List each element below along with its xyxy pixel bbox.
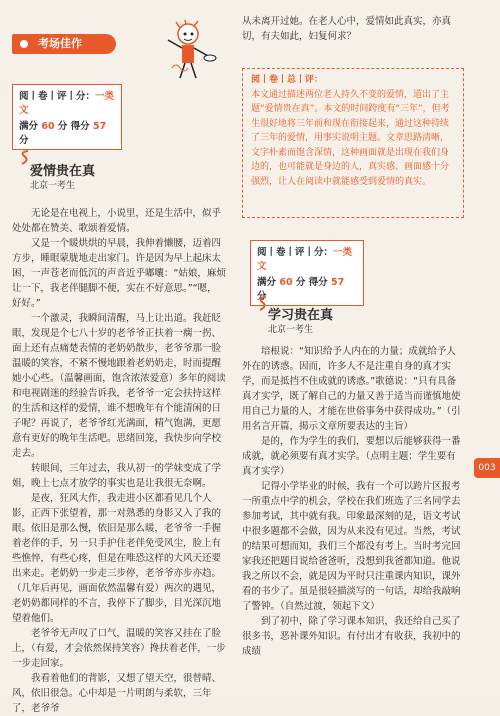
essay2-title: 学习贵在真 [268,308,334,323]
essay1-paragraph: 无论是在电视上，小说里，还是生活中，似乎处处都在赞美、歌颂着爱情。 [12,208,222,234]
score-label: 阅丨卷丨评丨分： [257,247,334,258]
essay1-body [12,206,226,716]
banner-dot-icon [20,40,28,48]
got-score-label: 分 得分 [57,121,90,132]
essay1-paragraph: 老爷爷无声叹了口气，温暖的笑容又挂在了脸上，（有爱，才会依然保持笑容）搀扶着老伴，一步一步走回家。 [12,628,226,669]
score-grade: 一类文 [257,247,353,272]
score-box-essay1 [12,84,122,150]
review-text: 本文通过描述两位老人持久不变的爱情，道出了主题“爱情贵在真”。本文的时间跨度有“三年”，但考生很好地将三年前和现在衔接起来，通过这种持续了三年的爱情，用事实说明主题。文章思路清晰，文字朴素而饱含深情，这种画面就是出现在我们身边的，也可能就是身边的人，真实感、画面感十分强烈，让人在阅读中就能感受到爱情的真实。 [251,89,450,187]
section-banner [12,34,116,54]
essay2-paragraph: 培根说：“知识给予人内在的力量；成就给予人外在的诱惑。因而，许多人不是注重自身的真才实学，而是抵挡不住成就的诱惑。”歌德说：“只有具备真才实学，既了解自己的力量又善于适当而谨慎地使用自己力量的人，才能在世俗事务中获得成功。”（引用名言开篇，揭示文章所要表达的主旨） [242,346,461,432]
essay1-title: 爱情贵在真 [30,164,96,179]
full-score: 60 [41,121,55,132]
review-label: 阅丨卷丨总丨评： [251,75,324,85]
essay1-continuation-text: 从未离开过她。在老人心中，爱情如此真实，亦真切，有夫如此，妇复何求？ [242,16,452,42]
essay1-paragraph: 又是一个暖烘烘的早晨，我伸着懒腰，迈着四方步，睡眼蒙胧地走出家门。许是因为早上起床太困，一声苍老而低沉的声音近乎嘟囔：“姑娘，麻烦让一下，我老伴腿脚不便，实在不好意思。”“嗯，好好。” [12,238,226,309]
full-score-label: 满分 [19,121,39,132]
essay2-paragraph: 记得小学毕业的时候，我有一个可以跨片区报考一所重点中学的机会，学校在我们班选了三名同学去参加考试，其中就有我。印象最深刻的是，语文考试中很多题都不会做，因为从来没有见过。当然，考试的结果可想而知，我们三个都没有考上。当时考完回家我还把题目说给爸爸听，没想到我爸都知道。他说我之所以不会，就是因为平时只注重课内知识，课外看的书少了。虽是很轻描淡写的一句话，却给我敲响了警钟。（自然过渡，领起下文） [242,481,461,612]
score-grade: 一类文 [19,91,115,116]
essay1-continuation [242,14,464,44]
score-unit: 分 [257,291,267,302]
full-score-label: 满分 [257,277,277,288]
essay1-paragraph: 一个激灵，我瞬间清醒，马上让出道。我赶眨眼，发现是个七八十岁的老爷爷正扶着一瘸一拐、面上还有点痛楚表情的老奶奶散步，老爷爷那一脸温暖的笑容，不紧不慢地跟着老奶奶走，时而提醒她小心些。（温馨画面，饱含浓浓爱意）多年的阅读和电视剧迷的经验告诉我，老爷爷一定会扶持这样的生活和这样的爱情，谁不想晚年有个能清闲的日子呢？再说了，老爷爷红光满面，精气饱满，更愿意有更好的晚年生活吧。思绪回笼，我快步向学校走去。 [12,313,226,459]
essay1-paragraph: 转眼间，三年过去，我从初一的学妹变成了学姐，晚上七点才放学的事实也是让我很无奈啊。 [12,463,222,489]
full-score: 60 [279,277,293,288]
score-label: 阅丨卷丨评丨分： [19,91,96,102]
essay1-paragraph: 我看着他们的背影，又想了望天空，很替晴、风，依旧很急。心中却是一片明朗与柔软，三年了，老爷爷 [12,673,222,714]
got-score: 57 [93,121,107,132]
got-score-label: 分 得分 [295,277,328,288]
essay2-author: 北京一考生 [268,325,314,335]
review-box [242,68,464,218]
section-banner-label: 考场佳作 [38,37,82,50]
got-score: 57 [331,277,345,288]
essay2-paragraph: 是的，作为学生的我们，要想以后能够获得一番成就，就必须要有真才实学。（点明主题：学生要有真才实学） [242,436,461,477]
essay1-author: 北京一考生 [30,181,76,191]
essay2-paragraph: 到了初中，除了学习课本知识，我还给自己买了很多书，恶补课外知识。有付出才有收获，我初中的成绩 [242,616,461,657]
essay1-paragraph: 是夜，狂风大作，我走进小区都看见几个人影，正西下张望着，那一对熟悉的身影又入了我的眼。依旧是那么慢，依旧是那么暖，老爷爷一手握着老伴的手，另一只手护住老伴免受风尘，脸上有些憔悴，有些心疼，但是在唯恐这样的大风天还要出来走。老奶奶一步走三步停，老爷爷亦步亦趋。（几年后再见，画面依然温馨有爱）两次的遇见，老奶奶都同样的不言，我停下了脚步，目光深沉地望着他们。 [12,493,222,624]
cartoon-figure-icon [150,20,220,82]
page-number-tab: 003 [474,458,500,478]
essay2-body [242,344,464,659]
score-unit: 分 [19,135,29,146]
